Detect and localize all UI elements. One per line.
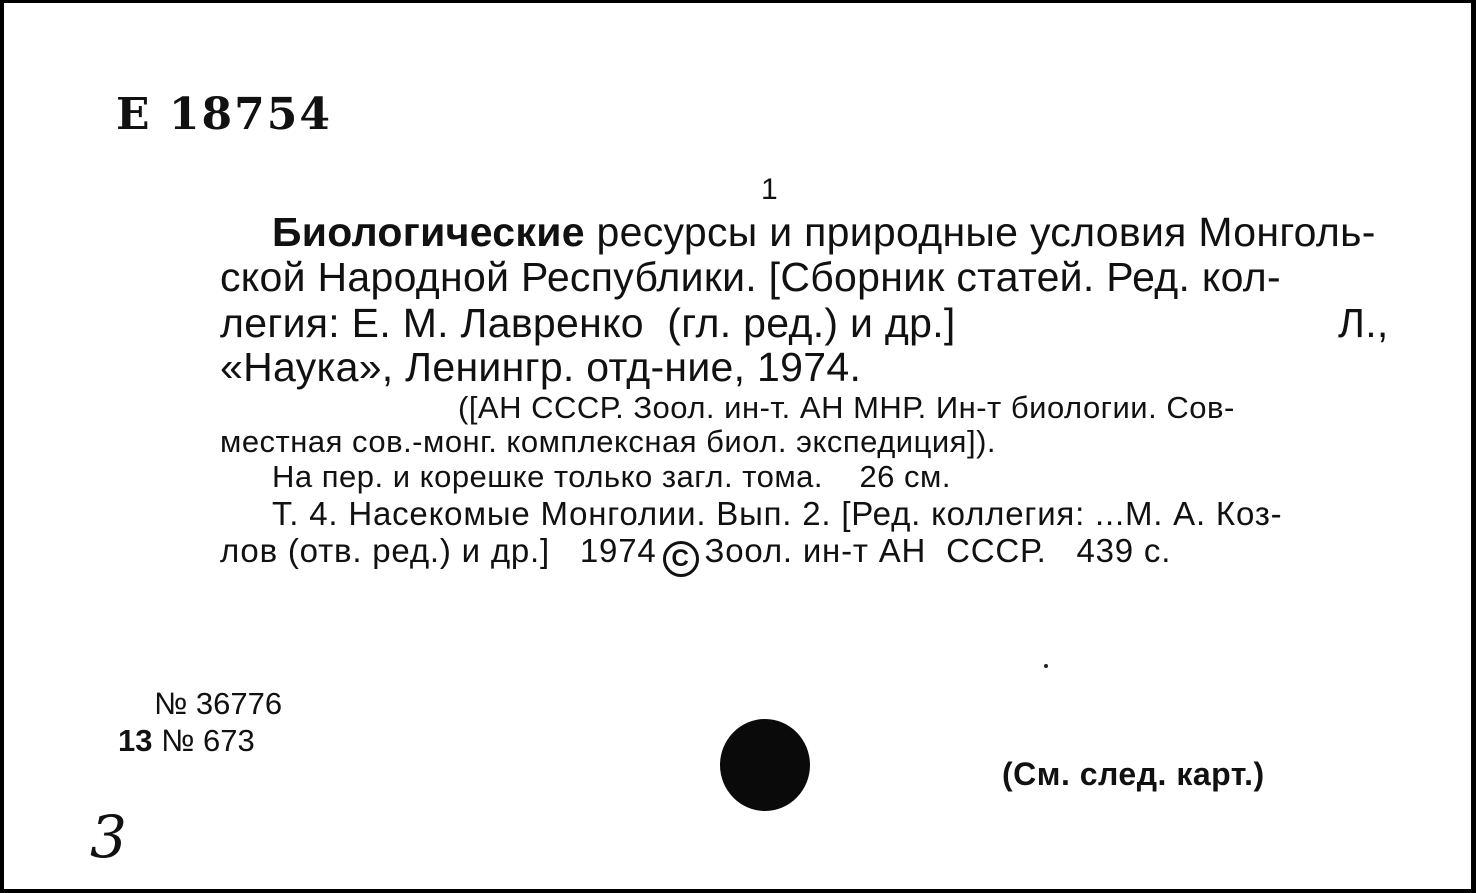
inventory-number: № 36776 xyxy=(154,686,283,721)
call-number: Е 18754 xyxy=(116,89,332,140)
title-line-1-rest: ресурсы и природные условия Монголь- xyxy=(584,209,1376,255)
copyright-icon: C xyxy=(663,541,699,577)
inventory-rest: № 673 xyxy=(152,723,255,758)
title-line-2: ской Народной Республики. [Сборник статей. Ред. кол- xyxy=(220,254,1281,300)
title-line-1 xyxy=(272,209,1376,256)
publication-place: Л., xyxy=(1338,300,1389,346)
volume-line-2 xyxy=(220,532,1171,577)
handwritten-mark: 3 xyxy=(90,803,127,871)
physical-note: На пер. и корешке только загл. тома. 26 см. xyxy=(272,459,951,494)
card-number: 1 xyxy=(761,173,778,206)
series-note-line-2: местная сов.-монг. комплексная биол. экспедиция]). xyxy=(220,424,997,459)
volume-line-2-end: Зоол. ин-т АН СССР. 439 с. xyxy=(704,532,1172,569)
ink-dot xyxy=(1044,664,1048,668)
punch-hole xyxy=(720,719,810,811)
series-note-line-1: ([АН СССР. Зоол. ин-т. АН МНР. Ин-т биологии. Сов- xyxy=(458,390,1235,425)
publisher-line: «Наука», Ленингр. отд-ние, 1974. xyxy=(220,344,862,390)
inventory-number-2 xyxy=(118,723,255,759)
title-line-3: легия: Е. М. Лавренко (гл. ред.) и др.] xyxy=(220,300,956,346)
volume-line-1: Т. 4. Насекомые Монголии. Вып. 2. [Ред. коллегия: ...М. А. Коз- xyxy=(272,495,1283,532)
title-bold-word: Биологические xyxy=(272,209,585,255)
see-next-card: (См. след. карт.) xyxy=(1002,756,1265,792)
inventory-prefix: 13 xyxy=(118,723,153,758)
volume-line-2-start: лов (отв. ред.) и др.] 1974 xyxy=(220,532,657,569)
